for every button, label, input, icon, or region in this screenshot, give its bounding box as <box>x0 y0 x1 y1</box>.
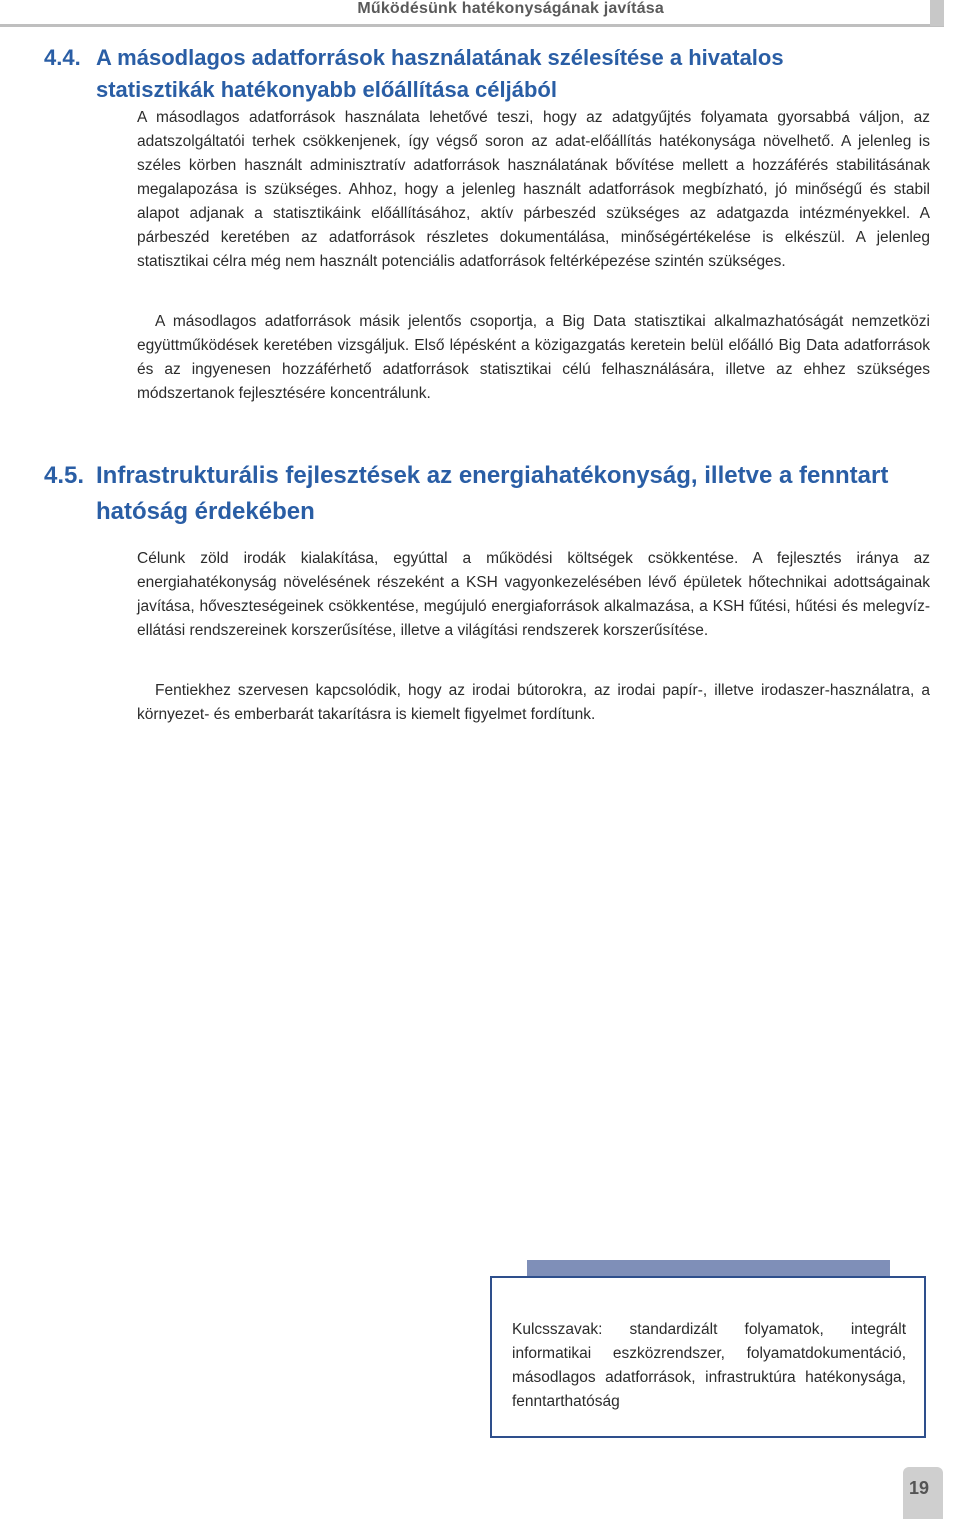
section-4-4-title-line2: statisztikák hatékonyabb előállítása céljából <box>96 77 557 102</box>
section-4-4-number: 4.4. <box>44 45 81 70</box>
section-4-4-heading <box>44 42 924 106</box>
page-number: 19 <box>908 1478 930 1498</box>
section-4-4-title-line1: A másodlagos adatforrások használatának szélesítése a hivatalos <box>96 45 784 70</box>
section-4-5-heading <box>44 458 924 530</box>
section-4-5-title-line1: Infrastrukturális fejlesztések az energiahatékonyság, illetve a fenntart <box>96 462 889 489</box>
section-4-4-paragraph-2: A másodlagos adatforrások másik jelentős csoportja, a Big Data statisztikai alkalmazhatóságát nemzetközi együttműködések keretében vizsgáljuk. Első lépésként a közigazgatás keretein belül előálló Big Data adatforrások és az ingyenesen hozzáférhető adatforrások statisztikai célú felhasználására, illetve az ehhez szükséges módszertanok fejlesztésére koncentrálunk. <box>137 313 930 402</box>
keywords-text: Kulcsszavak: standardizált folyamatok, integrált informatikai eszközrendszer, folyamatdokumentáció, másodlagos adatforrások, infrastruktúra hatékonysága, fenntarthatóság <box>512 1321 906 1410</box>
section-4-5-number: 4.5. <box>44 462 85 489</box>
section-4-5-title-line2: hatóság érdekében <box>96 498 315 525</box>
running-header <box>0 0 960 26</box>
header-rule <box>0 24 944 27</box>
section-4-5-paragraph-2: Fentiekhez szervesen kapcsolódik, hogy az irodai bútorokra, az irodai papír-, illetve irodaszer-használatra, a környezet- és emberbarát takarításra is kiemelt figyelmet fordítunk. <box>137 682 930 723</box>
section-4-5-paragraph-1: Célunk zöld irodák kialakítása, egyúttal a működési költségek csökkentése. A fejlesztés iránya az energiahatékonyság növelésének részeként a KSH vagyonkezelésében lévő épületek hőtechnikai adottságainak javítása, hőveszteségeinek csökkentése, megújuló energiaforrások alkalmazása, a KSH fűtési, hűtési és melegvíz-ellátási rendszereinek korszerűsítése, illetve a világítási rendszerek korszerűsítése. <box>137 550 930 639</box>
section-4-4-paragraph-1: A másodlagos adatforrások használata lehetővé teszi, hogy az adatgyűjtés folyamata gyorsabbá váljon, az adatszolgáltatói terhek csökkenjenek, így végső soron az adat-előállítás hatékonysága növelhető. A jelenleg is széles körben használt adminisztratív adatforrások használatának bővítése mellett a hozzáférés stabilitásának megalapozása is szükséges. Ahhoz, hogy a jelenleg használt adatforrások megbízható, jó minőségű és stabil alapot adjanak a statisztikáink előállításához, aktív párbeszéd szükséges az adatgazda intézményekkel. A párbeszéd keretében az adatforrások részletes dokumentálása, minőségértékelése is elkészül. A jelenleg statisztikai célra még nem használt potenciális adatforrások feltérképezése szintén szükséges. <box>137 109 930 270</box>
keywords-accent-bar <box>527 1260 890 1276</box>
header-tab-marker <box>930 0 944 26</box>
running-header-title: Működésünk hatékonyságának javítása <box>357 0 664 17</box>
